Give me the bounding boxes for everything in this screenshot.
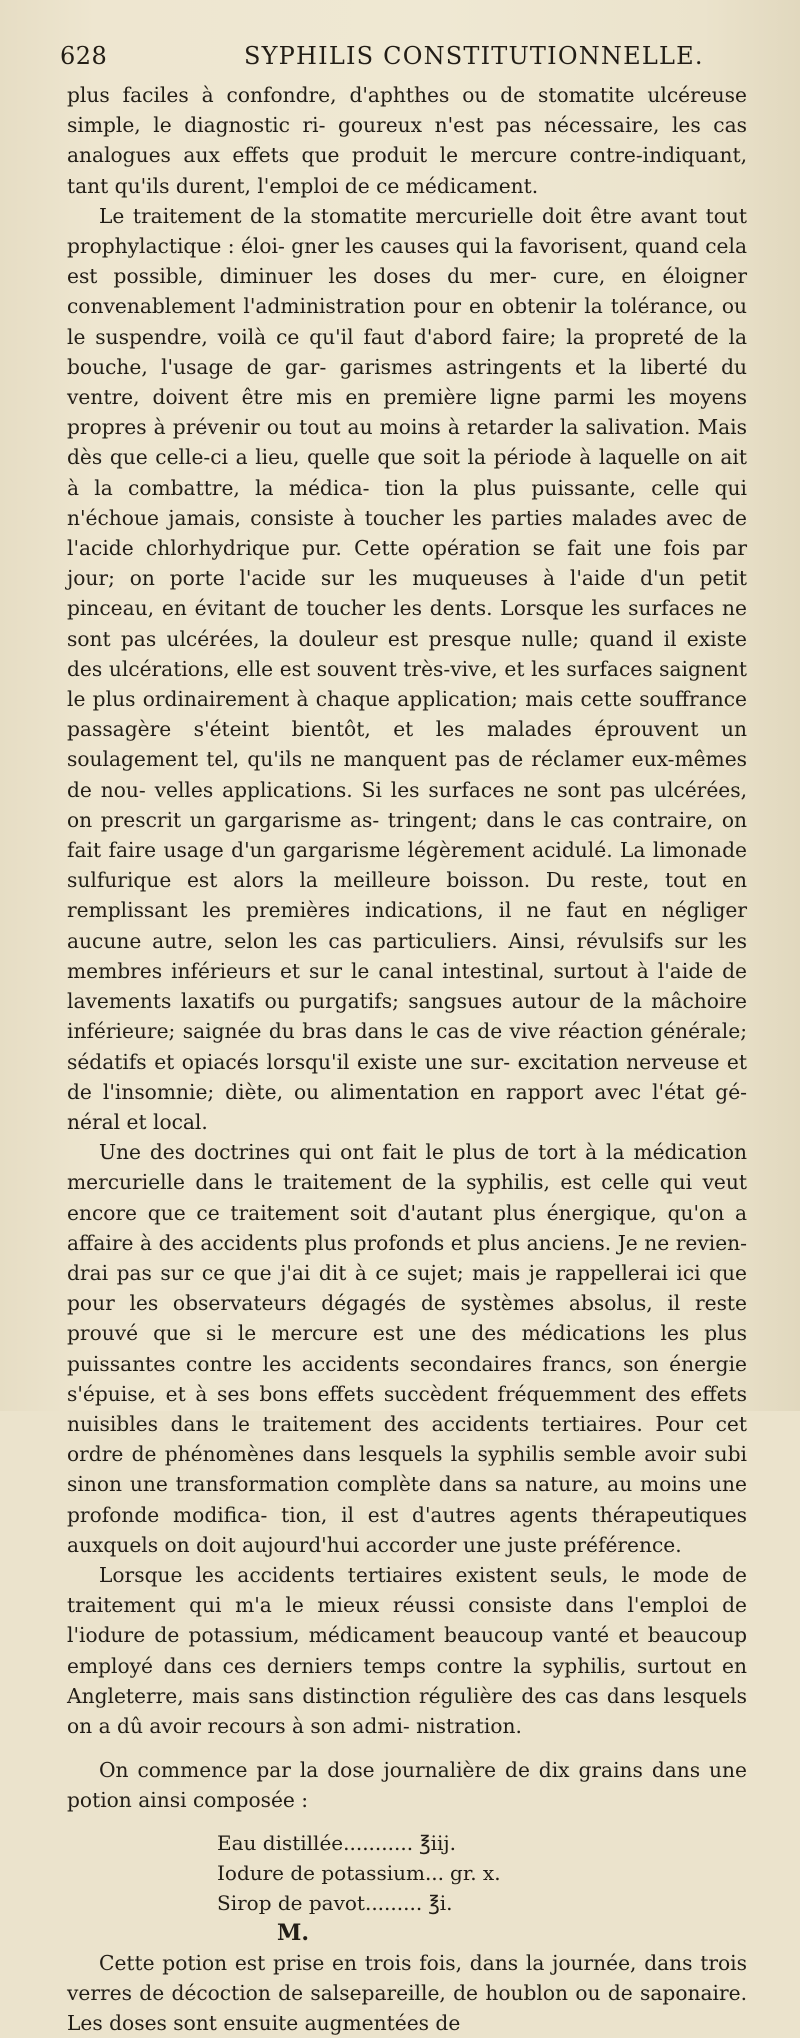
paragraph-stomatite-treatment: Le traitement de la stomatite mercurielle doit être avant tout prophylactique : éloi- gner les causes qui la favorisent, quand cela est possible, diminuer les doses du mer- cure, en éloigner convenablement l'administration pour en obtenir la tolérance, ou le suspendre, voilà ce qu'il faut d'abord faire; la propreté de la bouche, l'usage de gar- garismes astringents et la liberté du ventre, doivent être mis en première ligne parmi les moyens propres à prévenir ou tout au moins à retarder la salivation. Mais dès que celle-ci a lieu, quelle que soit la période à laquelle on ait à la combattre, la médica- tion la plus puissante, celle qui n'échoue jamais, consiste à toucher les parties malades avec de l'acide chlorhydrique pur. Cette opération se fait une fois par jour; on porte l'acide sur les muqueuses à l'aide d'un petit pinceau, en évitant de toucher les dents. Lorsque les surfaces ne sont pas ulcérées, la douleur est presque nulle; quand il existe des ulcérations, elle est souvent très-vive, et les surfaces saignent le plus ordinairement à chaque application; mais cette souffrance passagère s'éteint bientôt, et les malades éprouvent un soulagement tel, qu'ils ne manquent pas de réclamer eux-mêmes de nou- velles applications. Si les surfaces ne sont pas ulcérées, on prescrit un gargarisme as- tringent; dans le cas contraire, on fait faire usage d'un gargarisme légèrement acidulé. La limonade sulfurique est alors la meilleure boisson. Du reste, tout en remplissant les premières indications, il ne faut en négliger aucune autre, selon les cas particuliers. Ainsi, révulsifs sur les membres inférieurs et sur le canal intestinal, surtout à l'aide de lavements laxatifs ou purgatifs; sangsues autour de la mâchoire inférieure; saignée du bras dans le cas de vive réaction générale; sédatifs et opiacés lorsqu'il existe une sur- excitation nerveuse et de l'insomnie; diète, ou alimentation en rapport avec l'état gé- néral et local. (67, 203, 747, 1134)
formula-dose: ℥iij. (419, 1830, 456, 1855)
formula-mix-sign: M. (277, 1919, 310, 1946)
formula-row (217, 1918, 747, 1948)
page-number: 628 (60, 42, 108, 70)
paragraph-continuation: plus faciles à confondre, d'aphthes ou de stomatite ulcéreuse simple, le diagnostic ri- goureux n'est pas nécessaire, les cas analogues aux effets que produit le mercure contre-indiquant, tant qu'ils durent, l'emploi de ce médicament. (67, 83, 747, 198)
formula-row (217, 1858, 747, 1888)
formula-dose: gr. x. (450, 1860, 501, 1885)
prescription-formula (217, 1828, 747, 1948)
formula-dose: ℥i. (428, 1890, 453, 1915)
paragraph-closing: Cette potion est prise en trois fois, dans la journée, dans trois verres de décoction de salsepareille, de houblon ou de saponaire. Les doses sont ensuite augmentées de (67, 1950, 747, 2035)
page-body (67, 80, 747, 2038)
formula-ingredient: Iodure de potassium... (217, 1860, 445, 1885)
running-title: SYPHILIS CONSTITUTIONNELLE. (244, 42, 704, 70)
formula-ingredient: Eau distillée........... (217, 1830, 414, 1855)
paragraph-doctrines: Une des doctrines qui ont fait le plus de tort à la médication mercurielle dans le traitement de la syphilis, est celle qui veut encore que ce traitement soit d'autant plus énergique, qu'on a affaire à des accidents plus profonds et plus anciens. Je ne revien- drai pas sur ce que j'ai dit à ce sujet; mais je rappellerai ici que pour les observateurs dégagés de systèmes absolus, il reste prouvé que si le mercure est une des médications les plus puissantes contre les accidents secondaires francs, son énergie s'épuise, et à ses bons effets succèdent fréquemment des effets nuisibles dans le traitement des accidents tertiaires. Pour cet ordre de phénomènes dans lesquels la syphilis semble avoir subi sinon une transformation complète dans sa nature, au moins une profonde modifica- tion, il est d'autres agents thérapeutiques auxquels on doit aujourd'hui accorder une juste préférence. (67, 1140, 747, 1557)
formula-row (217, 1888, 747, 1918)
formula-row (217, 1828, 747, 1858)
paragraph-iodure: Lorsque les accidents tertiaires existent seuls, le mode de traitement qui m'a le mieux réussi consiste dans l'emploi de l'iodure de potassium, médicament beaucoup vanté et beaucoup employé dans ces derniers temps contre la syphilis, surtout en Angleterre, mais sans distinction régulière des cas dans lesquels on a dû avoir recours à son admi- nistration. (67, 1562, 747, 1738)
formula-ingredient: Sirop de pavot......... (217, 1890, 423, 1915)
paragraph-potion-intro: On commence par la dose journalière de dix grains dans une potion ainsi composée : (67, 1758, 747, 1813)
page-header (60, 42, 750, 78)
